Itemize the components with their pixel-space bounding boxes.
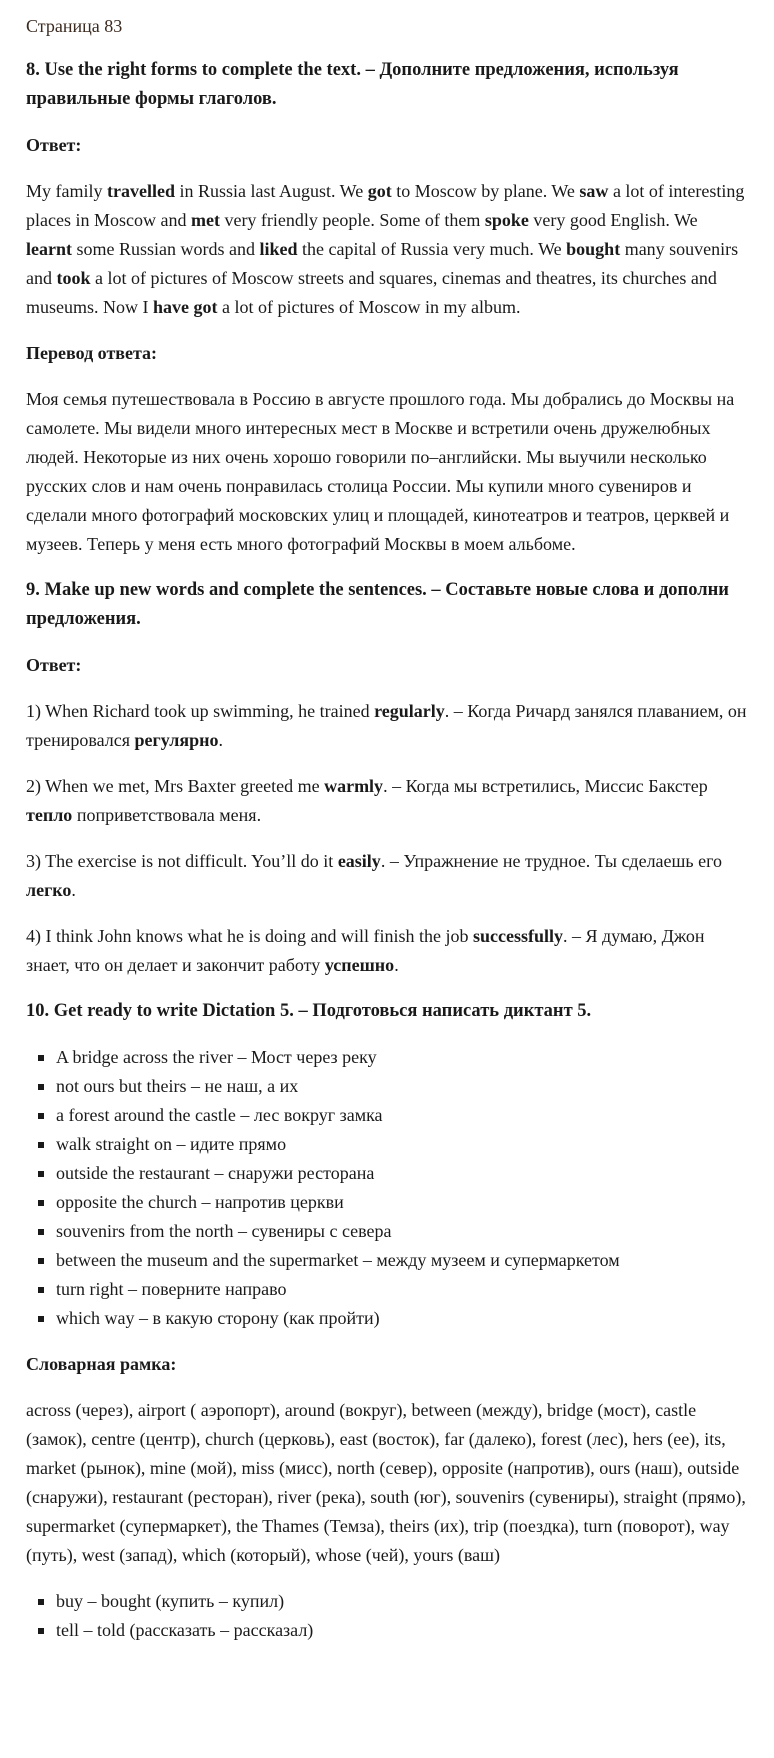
- bold-answer-word: met: [190, 210, 220, 230]
- task-8-translation-text: Моя семья путешествовала в Россию в августе прошлого года. Мы добрались до Москвы на самолете. Мы видели много интересных мест в Москве и встретили очень дружелюбных людей. Некоторые из них очень хорошо говорили по–английски. Мы выучили несколько русских слов и нам очень понравилась столица России. Мы купили много сувениров и сделали много фотографий московских улиц и площадей, кинотеатров и театров, церквей и музеев. Теперь у меня есть много фотографий Москвы в моем альбоме.: [26, 389, 735, 554]
- list-item: a forest around the castle – лес вокруг замка: [26, 1101, 748, 1130]
- list-item: A bridge across the river – Мост через реку: [26, 1043, 748, 1072]
- task-8-title: 8. Use the right forms to complete the text. – Дополните предложения, используя правильные формы глаголов.: [26, 60, 679, 109]
- bold-answer-word: liked: [259, 239, 298, 259]
- task-9-item-1: 1) When Richard took up swimming, he trained regularly. – Когда Ричард занялся плаванием, он тренировался регулярно.: [26, 701, 747, 750]
- list-item: buy – bought (купить – купил): [26, 1587, 748, 1616]
- bold-answer-word: тепло: [26, 805, 73, 825]
- bold-answer-word: регулярно: [134, 730, 219, 750]
- answer-label: Ответ:: [26, 135, 82, 155]
- task-9-item-2: 2) When we met, Mrs Baxter greeted me warmly. – Когда мы встретились, Миссис Бакстер тепло поприветствовала меня.: [26, 776, 708, 825]
- bold-answer-word: easily: [337, 851, 381, 871]
- bold-answer-word: spoke: [484, 210, 529, 230]
- task-8-answer-text: My family travelled in Russia last August. We got to Moscow by plane. We saw a lot of interesting places in Moscow and met very friendly people. Some of them spoke very good English. We learnt some Russian words and liked the capital of Russia very much. We bought many souvenirs and took a lot of pictures of Moscow streets and squares, cinemas and theatres, its churches and museums. Now I have got a lot of pictures of Moscow in my album.: [26, 181, 745, 317]
- bold-answer-word: took: [56, 268, 91, 288]
- bold-answer-word: got: [367, 181, 392, 201]
- vocabulary-text: across (через), airport ( аэропорт), around (вокруг), between (между), bridge (мост), castle (замок), centre (центр), church (церковь), east (восток), far (далеко), forest (лес), hers (ее), its, market (рынок), mine (мой), miss (мисс), north (север), opposite (напротив), ours (наш), outside (снаружи), restaurant (ресторан), river (река), south (юг), souvenirs (сувениры), straight (прямо), supermarket (супермаркет), the Thames (Темза), theirs (их), trip (поездка), turn (поворот), way (путь), west (запад), which (который), whose (чей), yours (ваш): [26, 1400, 746, 1565]
- translation-label: Перевод ответа:: [26, 343, 158, 363]
- bold-answer-word: learnt: [26, 239, 72, 259]
- verb-forms-list: [26, 1587, 748, 1645]
- list-item: walk straight on – идите прямо: [26, 1130, 748, 1159]
- answer-label: Ответ:: [26, 655, 82, 675]
- task-9-item-4: 4) I think John knows what he is doing and will finish the job successfully. – Я думаю, Джон знает, что он делает и закончит работу успешно.: [26, 926, 705, 975]
- task-10-title: 10. Get ready to write Dictation 5. – Подготовься написать диктант 5.: [26, 1001, 592, 1021]
- bold-answer-word: have got: [153, 297, 218, 317]
- bold-answer-word: saw: [579, 181, 609, 201]
- bold-answer-word: successfully: [472, 926, 563, 946]
- list-item: between the museum and the supermarket – между музеем и супермаркетом: [26, 1246, 748, 1275]
- bold-answer-word: легко: [26, 880, 72, 900]
- list-item: not ours but theirs – не наш, а их: [26, 1072, 748, 1101]
- list-item: turn right – поверните направо: [26, 1275, 748, 1304]
- list-item: which way – в какую сторону (как пройти): [26, 1304, 748, 1333]
- bold-answer-word: bought: [566, 239, 621, 259]
- list-item: outside the restaurant – снаружи ресторана: [26, 1159, 748, 1188]
- task-9-title: 9. Make up new words and complete the sentences. – Составьте новые слова и дополни предложения.: [26, 580, 729, 629]
- bold-answer-word: travelled: [107, 181, 175, 201]
- list-item: opposite the church – напротив церкви: [26, 1188, 748, 1217]
- page-content: [0, 12, 774, 1645]
- bold-answer-word: warmly: [324, 776, 384, 796]
- list-item: tell – told (рассказать – рассказал): [26, 1616, 748, 1645]
- page-number: Страница 83: [26, 16, 123, 36]
- task-9-item-3: 3) The exercise is not difficult. You’ll do it easily. – Упражнение не трудное. Ты сделаешь его легко.: [26, 851, 723, 900]
- list-item: souvenirs from the north – сувениры с севера: [26, 1217, 748, 1246]
- bold-answer-word: regularly: [374, 701, 445, 721]
- vocabulary-label: Словарная рамка:: [26, 1354, 177, 1374]
- dictation-phrase-list: [26, 1043, 748, 1333]
- bold-answer-word: успешно: [324, 955, 395, 975]
